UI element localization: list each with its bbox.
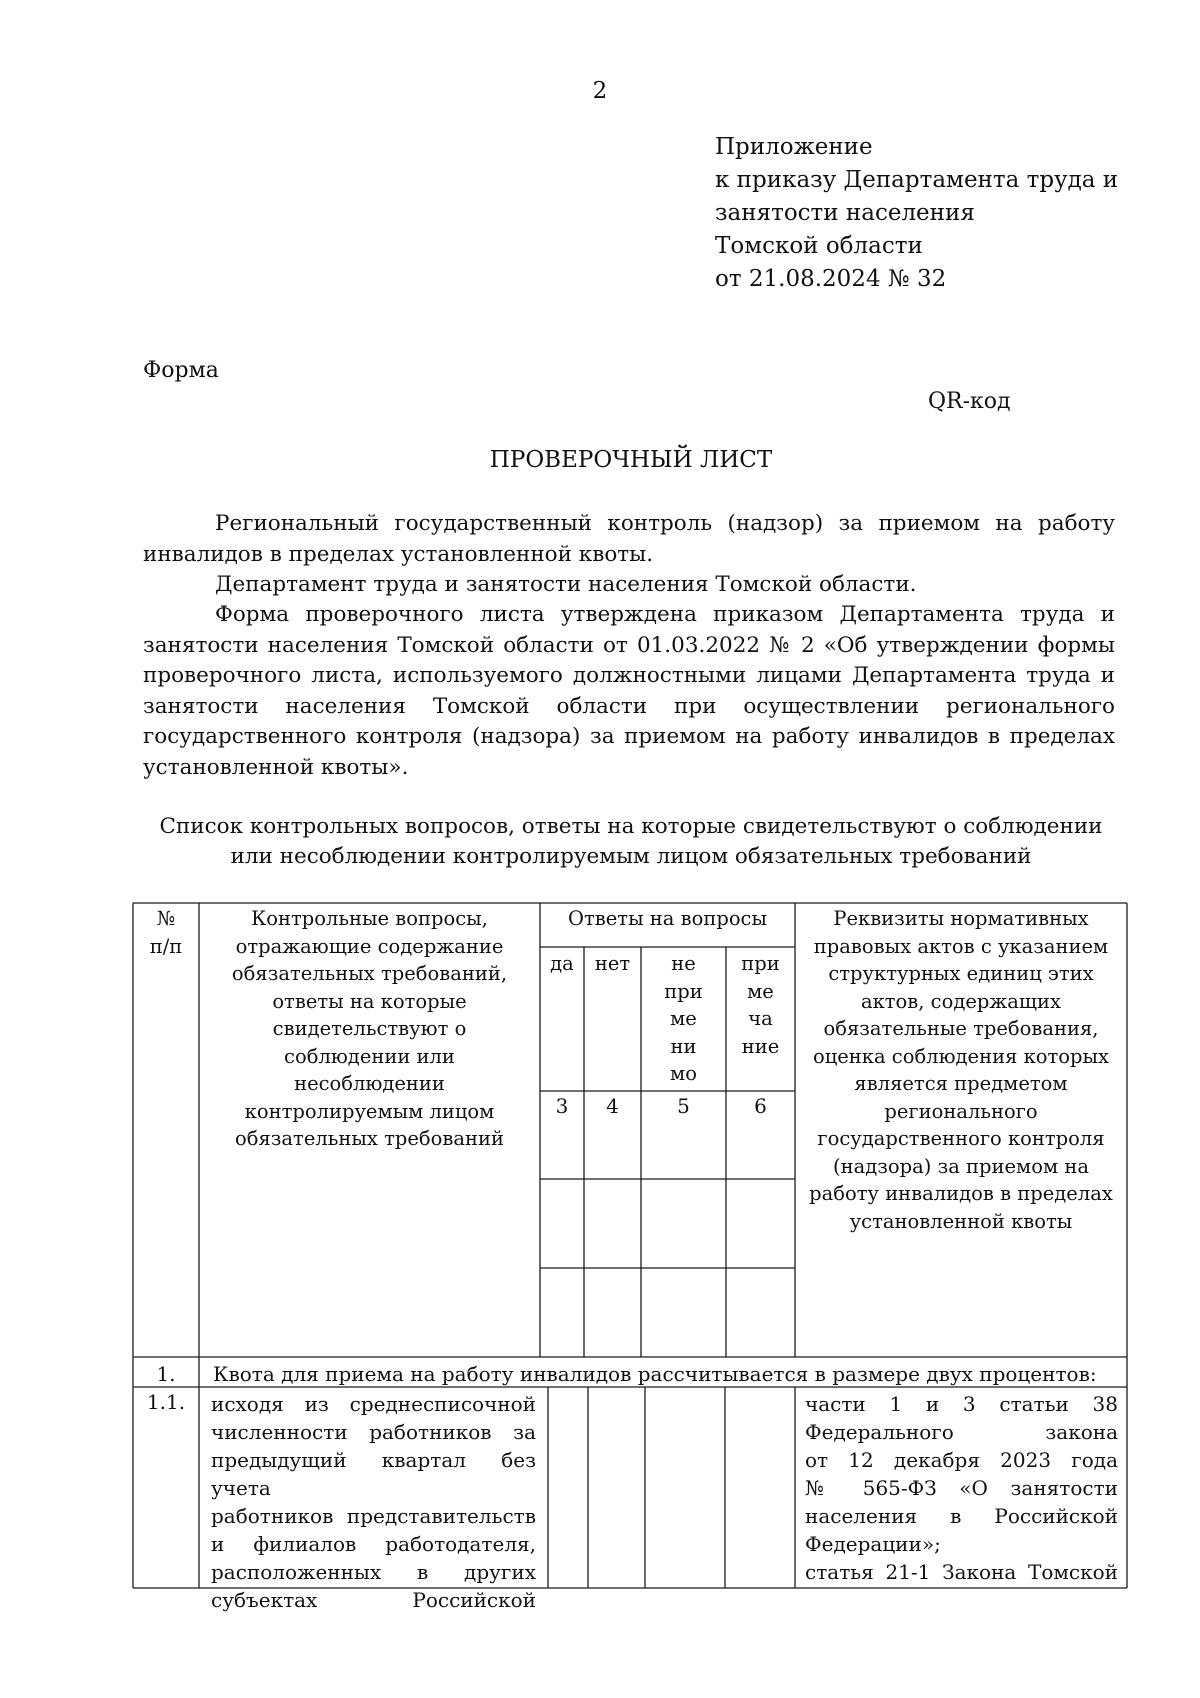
header-no: нет [594, 952, 631, 975]
row-reference-line: статья 21-1 Закона Томской [805, 1560, 1118, 1584]
paragraph-control-type: Региональный государственный контроль (надзор) за приемом на работу инвалидов в пределах установленной квоты. [143, 511, 1115, 567]
header-text-line: оценка соблюдения которых [812, 1044, 1110, 1068]
row-reference-line: части 1 и 3 статьи 38 [805, 1392, 1118, 1416]
row-question-line: численности работников за [211, 1420, 536, 1444]
header-yes: да [550, 952, 574, 975]
row-reference [805, 1390, 1118, 1586]
header-text-line: соблюдении или [284, 1044, 455, 1068]
header-text-line: п/п [149, 934, 183, 958]
header-text-line: ча [748, 1007, 773, 1030]
header-not-applicable [641, 950, 726, 1088]
appendix-line: Томской области [715, 233, 923, 259]
header-text-line: отражающие содержание [235, 934, 504, 958]
appendix-line: от 21.08.2024 № 32 [715, 266, 947, 292]
header-text-line: свидетельствуют о [272, 1017, 467, 1040]
paragraph-form-approval: Форма проверочного листа утверждена приказом Департамента труда и занятости населения Томской области от 01.03.2022 № 2 «Об утверждении формы проверочного листа, используемого должностными лицами Департамента труда и занятости населения Томской области при осуществлении регионального государственного контроля (надзора) за приемом на работу инвалидов в пределах установленной квоты». [143, 602, 1115, 780]
header-text-line: при [664, 979, 703, 1003]
header-note [726, 950, 795, 1060]
header-text-line: Реквизиты нормативных [833, 907, 1089, 930]
header-text-line: правовых актов с указанием [813, 934, 1109, 958]
header-text-line: мо [670, 1062, 697, 1085]
header-text-line: регионального [884, 1099, 1038, 1123]
row-question-line: предыдущий квартал без учета [211, 1448, 536, 1500]
header-text-line: несоблюдении [294, 1072, 445, 1095]
header-text-line: работу инвалидов в пределах [809, 1182, 1113, 1205]
appendix-line: занятости населения [715, 200, 975, 226]
header-text-line: структурных единиц этих [828, 962, 1094, 985]
document-title: ПРОВЕРОЧНЫЙ ЛИСТ [489, 447, 773, 473]
row-question-line: работников представительств [211, 1504, 536, 1528]
row-reference-line: Федерации»; [805, 1532, 941, 1556]
list-heading-line: Список контрольных вопросов, ответы на которые свидетельствуют о соблюдении [159, 814, 1103, 839]
page-number: 2 [592, 78, 608, 104]
header-number-column [133, 905, 199, 960]
row-question-line: субъектах Российской [211, 1588, 536, 1612]
appendix-line: Приложение [715, 134, 873, 160]
header-text-line: обязательных требований [235, 1127, 504, 1150]
header-question-column [199, 905, 540, 1153]
row-reference-line: № 565-ФЗ «О занятости [805, 1476, 1118, 1500]
header-text-line: обязательные требования, [823, 1017, 1099, 1040]
row-reference-line: Федерального закона [805, 1420, 1118, 1444]
header-answers-column: Ответы на вопросы [568, 907, 767, 930]
header-text-line: ние [741, 1034, 780, 1058]
row-reference-line: населения в Российской [805, 1504, 1118, 1528]
row-question-line: расположенных в других [211, 1560, 536, 1584]
header-text-line: ни [670, 1034, 697, 1058]
header-text-line: ме [670, 1007, 697, 1030]
header-text-line: при [741, 952, 780, 975]
header-text-line: установленной квоты [849, 1209, 1073, 1233]
header-text-line: контролируемым лицом [244, 1099, 495, 1123]
section-text: Квота для приема на работу инвалидов рассчитывается в размере двух процентов: [213, 1362, 1097, 1386]
header-reference-column [795, 905, 1127, 1235]
list-heading-line: или несоблюдении контролируемым лицом обязательных требований [230, 844, 1032, 869]
row-question-line: исходя из среднесписочной [211, 1392, 536, 1416]
header-text-line: ответы на которые [272, 989, 467, 1013]
section-number: 1. [156, 1362, 176, 1386]
paragraph-department: Департамент труда и занятости населения Томской области. [215, 572, 917, 597]
header-text-line: государственного контроля [817, 1127, 1105, 1150]
row-question [211, 1390, 536, 1614]
row-reference-line: от 12 декабря 2023 года [805, 1448, 1118, 1472]
column-number: 3 [555, 1094, 569, 1118]
header-text-line: Контрольные вопросы, [251, 907, 488, 930]
row-number: 1.1. [146, 1390, 186, 1414]
header-text-line: не [671, 952, 696, 975]
qr-code-label: QR-код [928, 389, 1011, 414]
header-text-line: актов, содержащих [860, 989, 1062, 1013]
header-text-line: (надзора) за приемом на [833, 1154, 1089, 1178]
header-text-line: является предметом [854, 1072, 1068, 1095]
header-text-line: № [156, 907, 176, 930]
header-text-line: ме [747, 979, 774, 1003]
column-number: 4 [606, 1094, 619, 1118]
appendix-line: к приказу Департамента труда и [715, 167, 1119, 193]
row-question-line: и филиалов работодателя, [211, 1532, 536, 1556]
column-number: 6 [754, 1094, 767, 1118]
column-number: 5 [677, 1094, 690, 1118]
form-label: Форма [143, 358, 219, 383]
header-text-line: обязательных требований, [231, 962, 508, 985]
